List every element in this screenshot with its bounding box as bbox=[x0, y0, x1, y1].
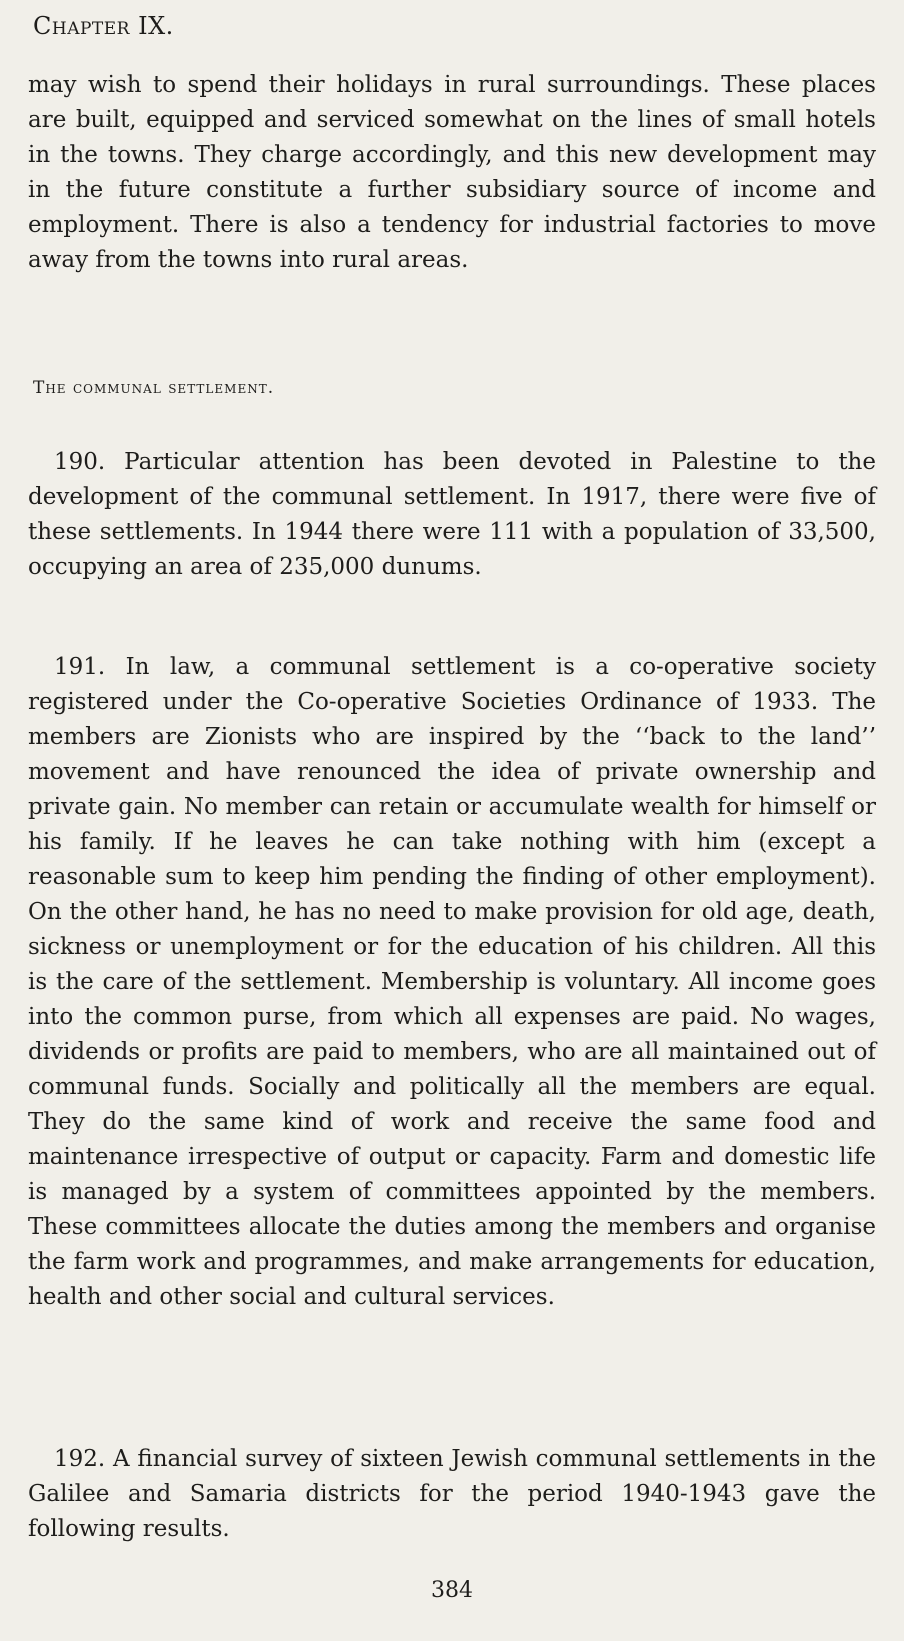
paragraph-190: 190. Particular attention has been devoted in Palestine to the development of the communal settlement. In 1917, there were five of these settlements. In 1944 there were 111 with a population of 33,500, occupying an area of 235,000 dunums. bbox=[28, 449, 876, 580]
chapter-number: IX. bbox=[138, 12, 174, 40]
chapter-prefix: C bbox=[33, 12, 52, 40]
paragraph-192: 192. A financial survey of sixteen Jewish communal settlements in the Galilee and Samaria districts for the period 1940-1943 gave the following results. bbox=[28, 1446, 876, 1542]
section-title: The communal settlement. bbox=[33, 378, 275, 398]
paragraph-191: 191. In law, a communal settlement is a co-operative society registered under the Co-operative Societies Ordinance of 1933. The members are Zionists who are inspired by the ‘‘back to the land’’ movement and have renounced the idea of private ownership and private gain. No member can retain or accumulate wealth for himself or his family. If he leaves he can take nothing with him (except a reasonable sum to keep him pending the finding of other employment). On the other hand, he has no need to make provision for old age, death, sickness or unemployment or for the education of his children. All this is the care of the settlement. Membership is voluntary. All income goes into the common purse, from which all expenses are paid. No wages, dividends or profits are paid to members, who are all maintained out of communal funds. Socially and politically all the members are equal. They do the same kind of work and receive the same food and maintenance irrespective of output or capacity. Farm and domestic life is managed by a system of committees appointed by the members. These committees allocate the duties among the members and organise the farm work and programmes, and make arrangements for education, health and other social and cultural services. bbox=[28, 654, 876, 1310]
chapter-heading bbox=[33, 12, 174, 40]
paragraph-continued: may wish to spend their holidays in rural surroundings. These places are built, equipped and serviced somewhat on the lines of small hotels in the towns. They charge accordingly, and this new development may in the future constitute a further subsidiary source of income and employment. There is also a tendency for industrial factories to move away from the towns into rural areas. bbox=[28, 72, 876, 273]
chapter-word: HAPTER bbox=[51, 19, 130, 39]
page-number: 384 bbox=[431, 1578, 473, 1603]
